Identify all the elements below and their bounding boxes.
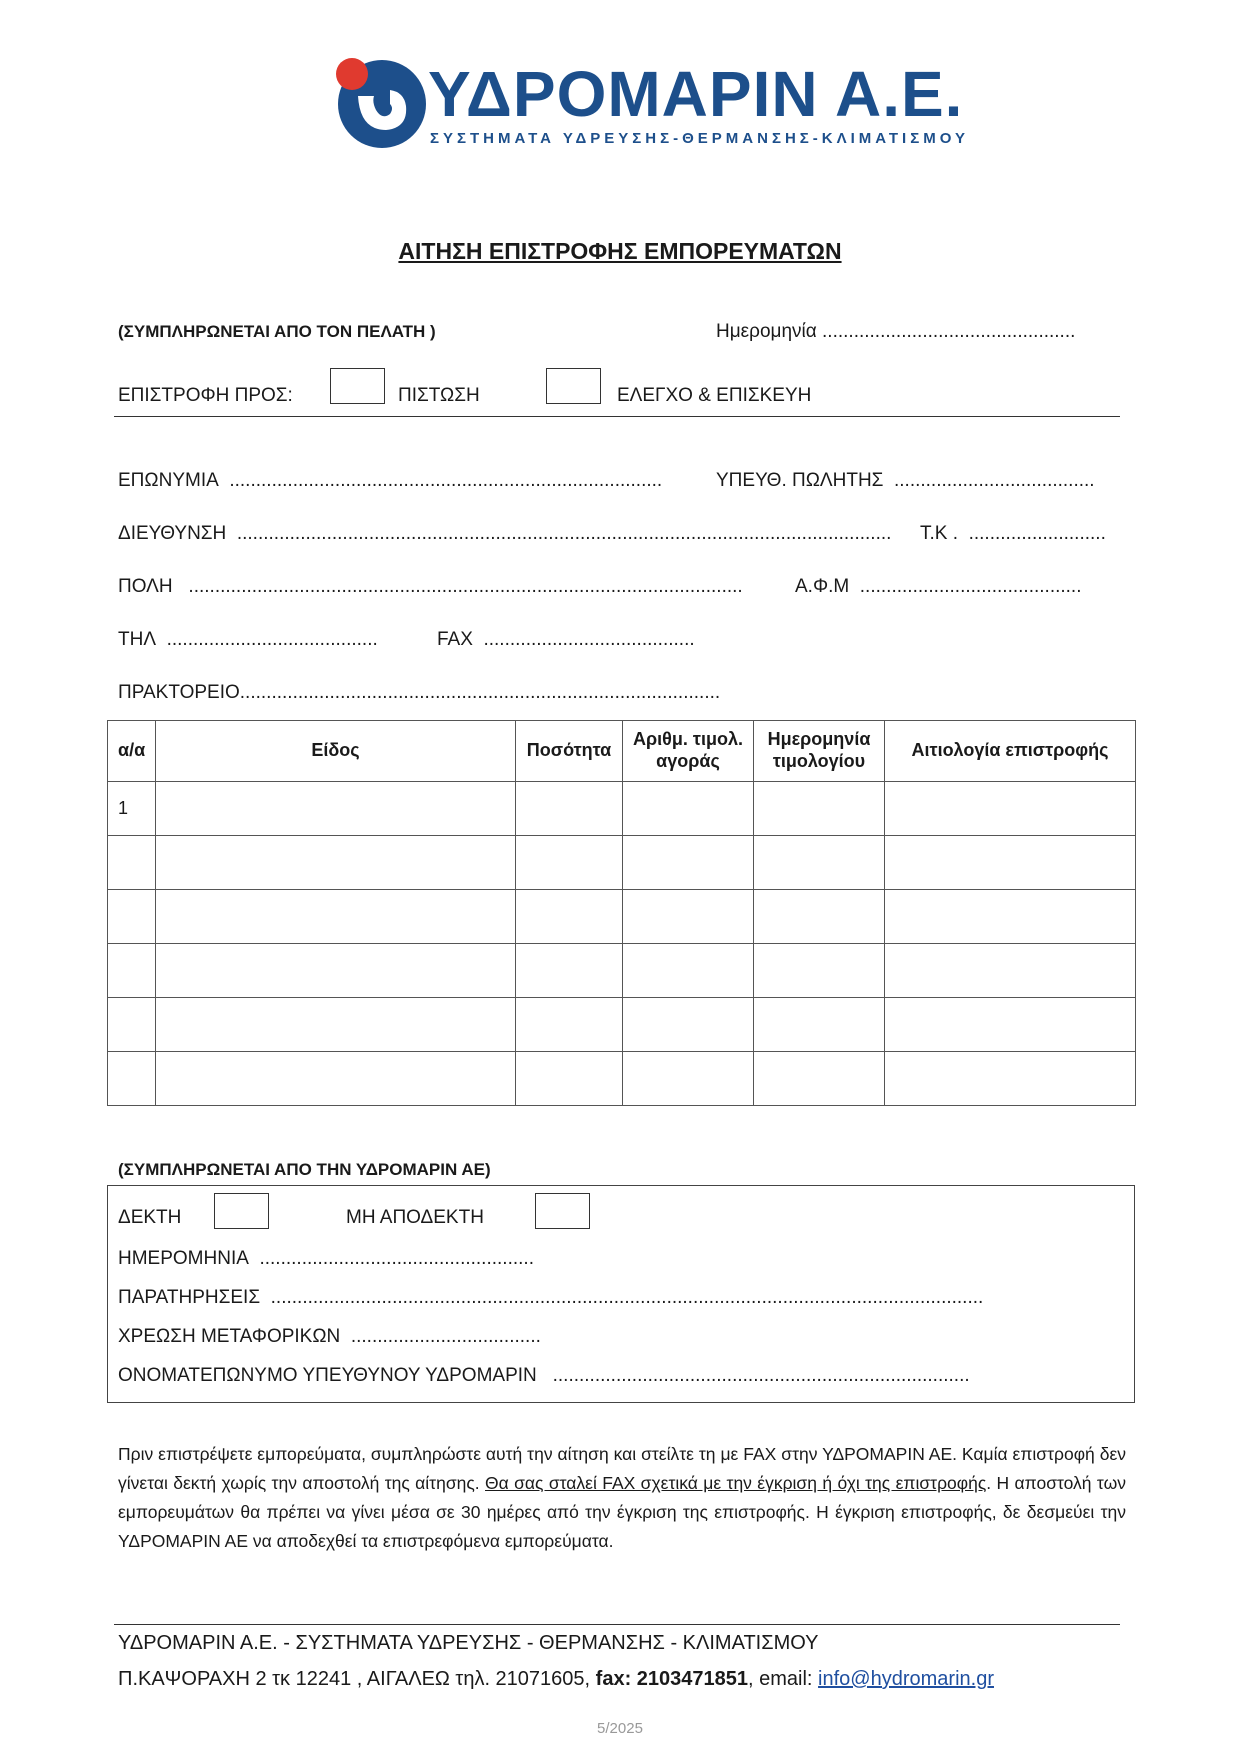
- zip-field[interactable]: [920, 523, 1106, 545]
- cell-invoice-date[interactable]: [754, 1052, 885, 1106]
- city-label: ΠΟΛΗ: [118, 576, 173, 597]
- remarks-dots: .......................................................................................................................................: [270, 1287, 984, 1308]
- table-row: [108, 836, 1136, 890]
- date-label: Ημερομηνία: [716, 321, 817, 342]
- review-date-dots: ....................................................: [259, 1248, 534, 1269]
- table-row: [108, 998, 1136, 1052]
- check-repair-label: ΕΛΕΓΧΟ & ΕΠΙΣΚΕΥΗ: [617, 385, 812, 406]
- salesman-field[interactable]: [716, 470, 1095, 492]
- check-repair-checkbox[interactable]: [546, 368, 601, 404]
- header-invoice-date: Ημερομηνία τιμολογίου: [754, 721, 885, 782]
- responsible-dots: ...............................................................................: [552, 1365, 970, 1386]
- cell-return-reason[interactable]: [885, 1052, 1136, 1106]
- accepted-checkbox[interactable]: [214, 1193, 269, 1229]
- cell-index: [108, 1052, 156, 1106]
- agency-label: ΠΡΑΚΤΟΡΕΙΟ: [118, 682, 240, 703]
- cell-item[interactable]: [156, 998, 516, 1052]
- company-name-label: ΕΠΩΝΥΜΙΑ: [118, 470, 219, 491]
- phone-dots: ........................................: [166, 629, 378, 650]
- header-item: Είδος: [156, 721, 516, 782]
- company-logo: [330, 52, 430, 152]
- city-dots: .........................................................................................................: [188, 576, 743, 597]
- credit-checkbox[interactable]: [330, 368, 385, 404]
- return-to-label: ΕΠΙΣΤΡΟΦΗ ΠΡΟΣ:: [118, 385, 293, 406]
- table-row: [108, 1052, 1136, 1106]
- date-dots: ................................................: [822, 321, 1076, 342]
- footer-address: Π.ΚΑΨΟΡΑΧΗ 2 τκ 12241 , ΑΙΓΑΛΕΩ τηλ. 21071605,: [118, 1668, 596, 1690]
- review-date-label: ΗΜΕΡΟΜΗΝΙΑ: [118, 1248, 249, 1269]
- footer-contact-line: [118, 1668, 994, 1691]
- cell-invoice-number[interactable]: [623, 782, 754, 836]
- credit-label: ΠΙΣΤΩΣΗ: [398, 385, 480, 406]
- cell-item[interactable]: [156, 944, 516, 998]
- agency-field[interactable]: [118, 682, 720, 704]
- note-part2: . Η αποστολή των εμπορευμάτων θα πρέπει να γίνει μέσα σε 30 ημέρες από την έγκριση της επιστροφής. Η έγκριση επιστροφής, δε δεσμεύει την ΥΔΡΟΜΑΡΙΝ ΑΕ να αποδεχθεί τα επιστρεφόμενα εμπορεύματα.: [118, 1473, 1126, 1551]
- address-dots: ............................................................................................................................: [236, 523, 892, 544]
- address-label: ΔΙΕΥΘΥΝΣΗ: [118, 523, 227, 544]
- company-section-heading: (ΣΥΜΠΛΗΡΩΝΕΤΑΙ ΑΠΟ ΤΗΝ ΥΔΡΟΜΑΡΙΝ ΑΕ): [118, 1160, 491, 1179]
- date-field[interactable]: [716, 321, 1075, 343]
- phone-label: ΤΗΛ: [118, 629, 157, 650]
- items-table: [107, 720, 1136, 1106]
- responsible-field[interactable]: [118, 1365, 970, 1387]
- brand-name: ΥΔΡΟΜΑΡΙΝ Α.Ε.: [428, 58, 964, 130]
- cell-invoice-date[interactable]: [754, 890, 885, 944]
- note-part1: Πριν επιστρέψετε εμπορεύματα, συμπληρώστε αυτή την αίτηση και στείλτε τη με FAX στην ΥΔΡΟΜΑΡΙΝ ΑΕ. Καμία επιστροφή δεν γίνεται δεκτή χωρίς την αποστολή της αίτησης.: [118, 1444, 1126, 1493]
- cell-return-reason[interactable]: [885, 890, 1136, 944]
- cell-index: [108, 998, 156, 1052]
- form-title: ΑΙΤΗΣΗ ΕΠΙΣΤΡΟΦΗΣ ΕΜΠΟΡΕΥΜΑΤΩΝ: [398, 238, 842, 264]
- fax-field[interactable]: [437, 629, 695, 651]
- cell-return-reason[interactable]: [885, 998, 1136, 1052]
- agency-dots: ...........................................................................................: [239, 682, 721, 703]
- vat-field[interactable]: [795, 576, 1082, 598]
- phone-field[interactable]: [118, 629, 378, 651]
- shipping-charge-dots: ....................................: [350, 1326, 541, 1347]
- cell-quantity[interactable]: [516, 944, 623, 998]
- header-return-reason: Αιτιολογία επιστροφής: [885, 721, 1136, 782]
- cell-invoice-number[interactable]: [623, 998, 754, 1052]
- footer-email-label: , email:: [748, 1668, 819, 1690]
- cell-invoice-number[interactable]: [623, 836, 754, 890]
- header-index: α/α: [108, 721, 156, 782]
- shipping-charge-field[interactable]: [118, 1326, 541, 1348]
- brand-subtitle: ΣΥΣΤΗΜΑΤΑ ΥΔΡΕΥΣΗΣ-ΘΕΡΜΑΝΣΗΣ-ΚΛΙΜΑΤΙΣΜΟΥ: [430, 130, 969, 147]
- responsible-label: ΟΝΟΜΑΤΕΠΩΝΥΜΟ ΥΠΕΥΘΥΝΟΥ ΥΔΡΟΜΑΡΙΝ: [118, 1365, 537, 1386]
- rejected-checkbox[interactable]: [535, 1193, 590, 1229]
- logo-red-dot: [336, 58, 368, 90]
- cell-quantity[interactable]: [516, 998, 623, 1052]
- cell-invoice-date[interactable]: [754, 836, 885, 890]
- cell-invoice-number[interactable]: [623, 890, 754, 944]
- vat-label: Α.Φ.Μ: [795, 576, 850, 597]
- footer-email-link[interactable]: info@hydromarin.gr: [818, 1668, 994, 1690]
- customer-section-heading: (ΣΥΜΠΛΗΡΩΝΕΤΑΙ ΑΠΟ ΤΟΝ ΠΕΛΑΤΗ ): [118, 322, 436, 341]
- table-row: [108, 782, 1136, 836]
- vat-dots: ..........................................: [859, 576, 1082, 597]
- city-field[interactable]: [118, 576, 743, 598]
- salesman-label: ΥΠΕΥΘ. ΠΩΛΗΤΗΣ: [716, 470, 884, 491]
- instructions-note: [118, 1440, 1126, 1556]
- salesman-dots: ......................................: [893, 470, 1095, 491]
- cell-quantity[interactable]: [516, 836, 623, 890]
- company-name-field[interactable]: [118, 470, 662, 492]
- address-field[interactable]: [118, 523, 891, 545]
- cell-index: [108, 890, 156, 944]
- cell-index: 1: [108, 782, 156, 836]
- cell-item[interactable]: [156, 836, 516, 890]
- footer-fax: fax: 2103471851: [595, 1668, 749, 1690]
- cell-quantity[interactable]: [516, 782, 623, 836]
- cell-item[interactable]: [156, 1052, 516, 1106]
- table-header-row: [108, 721, 1136, 782]
- cell-return-reason[interactable]: [885, 836, 1136, 890]
- accepted-label: ΔΕΚΤΗ: [118, 1207, 182, 1228]
- fax-dots: ........................................: [483, 629, 695, 650]
- cell-index: [108, 836, 156, 890]
- company-name-dots: ..................................................................................: [229, 470, 663, 491]
- cell-return-reason[interactable]: [885, 944, 1136, 998]
- zip-dots: ..........................: [968, 523, 1106, 544]
- table-row: [108, 890, 1136, 944]
- cell-invoice-number[interactable]: [623, 944, 754, 998]
- header-quantity: Ποσότητα: [516, 721, 623, 782]
- table-row: [108, 944, 1136, 998]
- footer-company-line: ΥΔΡΟΜΑΡΙΝ Α.Ε. - ΣΥΣΤΗΜΑΤΑ ΥΔΡΕΥΣΗΣ - ΘΕΡΜΑΝΣΗΣ - ΚΛΙΜΑΤΙΣΜΟΥ: [118, 1632, 819, 1654]
- cell-index: [108, 944, 156, 998]
- cell-item[interactable]: [156, 782, 516, 836]
- zip-label: Τ.Κ .: [920, 523, 959, 544]
- remarks-label: ΠΑΡΑΤΗΡΗΣΕΙΣ: [118, 1287, 261, 1308]
- header-invoice-number: Αριθμ. τιμολ. αγοράς: [623, 721, 754, 782]
- cell-invoice-date[interactable]: [754, 782, 885, 836]
- cell-invoice-date[interactable]: [754, 944, 885, 998]
- shipping-charge-label: ΧΡΕΩΣΗ ΜΕΤΑΦΟΡΙΚΩΝ: [118, 1326, 341, 1347]
- footer-divider: [114, 1624, 1120, 1625]
- cell-invoice-number[interactable]: [623, 1052, 754, 1106]
- fax-label: FAX: [437, 629, 473, 650]
- page-code: 5/2025: [597, 1720, 643, 1737]
- review-date-field[interactable]: [118, 1248, 534, 1270]
- cell-quantity[interactable]: [516, 1052, 623, 1106]
- cell-return-reason[interactable]: [885, 782, 1136, 836]
- remarks-field[interactable]: [118, 1287, 983, 1309]
- section-divider: [114, 416, 1120, 417]
- note-underlined: Θα σας σταλεί FAX σχετικά με την έγκριση ή όχι της επιστροφής: [485, 1473, 987, 1493]
- cell-quantity[interactable]: [516, 890, 623, 944]
- cell-invoice-date[interactable]: [754, 998, 885, 1052]
- cell-item[interactable]: [156, 890, 516, 944]
- rejected-label: ΜΗ ΑΠΟΔΕΚΤΗ: [346, 1207, 484, 1228]
